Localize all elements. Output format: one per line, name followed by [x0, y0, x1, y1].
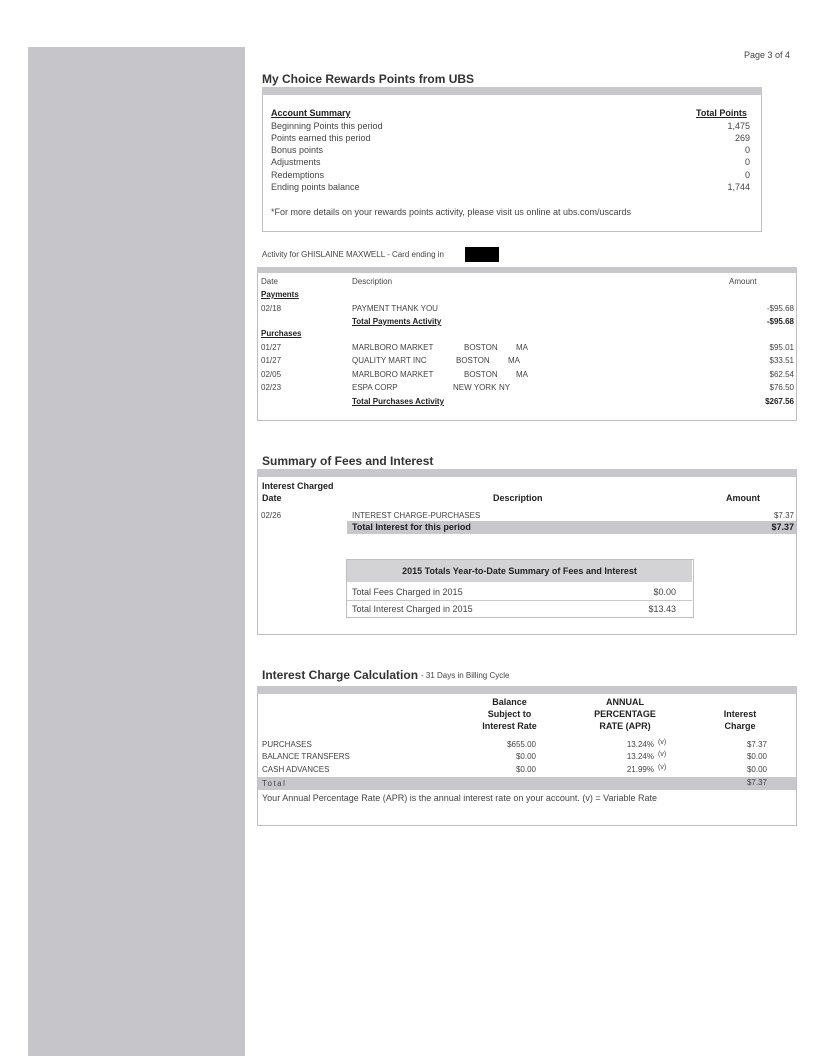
interest-total: $7.37: [771, 522, 794, 532]
rewards-row-label: Redemptions: [271, 170, 325, 180]
balance-header-line: Interest Rate: [482, 721, 537, 731]
calc-note: Your Annual Percentage Rate (APR) is the annual interest rate on your account. (v) = Variable Rate: [262, 793, 657, 803]
apr-header-line: PERCENTAGE: [594, 709, 656, 719]
rewards-title: My Choice Rewards Points from UBS: [262, 72, 475, 86]
rewards-row-label: Bonus points: [271, 145, 324, 155]
calc-row-type: CASH ADVANCES: [262, 765, 330, 774]
rewards-row-label: Adjustments: [271, 157, 321, 167]
account-summary-heading: Account Summary: [271, 108, 351, 118]
purchases-heading: Purchases: [261, 329, 302, 338]
calc-row-charge: $7.37: [746, 740, 767, 749]
activity-description-header: Description: [352, 277, 393, 286]
calc-row-charge: $0.00: [746, 765, 767, 774]
calc-header-bar: [257, 686, 797, 694]
rewards-row-value: 0: [744, 157, 750, 167]
calc-row-balance: $655.00: [507, 740, 536, 749]
purchases-total: $267.56: [765, 397, 794, 406]
calc-row-charge: $0.00: [746, 752, 767, 761]
left-sidebar: [28, 47, 245, 1056]
activity-date-header: Date: [261, 277, 278, 286]
balance-header-line: Balance: [492, 697, 527, 707]
calc-row-apr: 13.24%: [626, 752, 654, 761]
purchase-merchant: MARLBORO MARKET: [352, 343, 434, 352]
purchase-city: BOSTON: [464, 370, 498, 379]
ytd-row-label: Total Interest Charged in 2015: [352, 604, 473, 614]
calc-row-type: BALANCE TRANSFERS: [262, 752, 350, 761]
calc-row-type: PURCHASES: [262, 740, 312, 749]
fees-header-bar: [257, 469, 797, 477]
calc-row-flag: (v): [658, 751, 667, 758]
ytd-row-label: Total Fees Charged in 2015: [352, 587, 463, 597]
redacted-card-number: [465, 247, 499, 262]
activity-amount-header: Amount: [729, 277, 757, 286]
rewards-row-value: 1,475: [727, 121, 750, 131]
interest-description: INTEREST CHARGE-PURCHASES: [352, 511, 481, 520]
activity-label: Activity for GHISLAINE MAXWELL - Card ending in: [262, 250, 444, 259]
purchase-date: 01/27: [261, 356, 282, 365]
rewards-row-value: 269: [734, 133, 750, 143]
rewards-row-value: 0: [744, 170, 750, 180]
calc-row-flag: (v): [658, 739, 667, 746]
purchase-state: MA: [516, 370, 528, 379]
rewards-row-label: Beginning Points this period: [271, 121, 383, 131]
total-points-heading: Total Points: [696, 108, 747, 118]
calc-row-balance: $0.00: [515, 765, 536, 774]
payment-date: 02/18: [261, 304, 282, 313]
rewards-row-label: Points earned this period: [271, 133, 371, 143]
apr-header-line: ANNUAL: [606, 697, 644, 707]
purchase-amount: $95.01: [769, 343, 794, 352]
payment-amount: -$95.68: [766, 304, 794, 313]
interest-date: 02/26: [261, 511, 282, 520]
interest-charged-heading: Interest Charged: [262, 481, 334, 491]
payment-description: PAYMENT THANK YOU: [352, 304, 438, 313]
calc-row-balance: $0.00: [515, 752, 536, 761]
purchase-city: BOSTON: [456, 356, 490, 365]
purchase-state: NY: [499, 383, 511, 392]
purchases-total-label: Total Purchases Activity: [352, 397, 445, 406]
page-number: Page 3 of 4: [744, 50, 791, 60]
balance-header-line: Subject to: [487, 709, 532, 719]
interest-total-label: Total Interest for this period: [352, 522, 471, 532]
fees-amount-heading: Amount: [726, 493, 760, 503]
payments-total: -$95.68: [766, 317, 794, 326]
purchase-merchant: MARLBORO MARKET: [352, 370, 434, 379]
fees-title: Summary of Fees and Interest: [262, 454, 434, 468]
charge-header-line: Charge: [724, 721, 756, 731]
purchase-state: MA: [516, 343, 528, 352]
fees-date-heading: Date: [262, 493, 282, 503]
purchase-merchant: ESPA CORP: [352, 383, 398, 392]
rewards-row-value: 0: [744, 145, 750, 155]
purchase-city: NEW YORK: [453, 383, 497, 392]
rewards-header-bar: [262, 87, 762, 95]
ytd-row-value: $0.00: [653, 587, 676, 597]
ytd-title: 2015 Totals Year-to-Date Summary of Fees and Interest: [402, 566, 637, 576]
calc-total: $7.37: [746, 778, 767, 787]
ytd-divider: [347, 600, 692, 601]
purchase-merchant: QUALITY MART INC: [352, 356, 427, 365]
calc-row-apr: 21.99%: [626, 765, 654, 774]
purchase-state: MA: [508, 356, 520, 365]
calc-row-apr: 13.24%: [626, 740, 654, 749]
interest-amount: $7.37: [773, 511, 794, 520]
rewards-note: *For more details on your rewards points activity, please visit us online at ubs.com/uscards: [271, 207, 631, 217]
calc-subtitle: - 31 Days in Billing Cycle: [421, 671, 510, 680]
purchase-amount: $76.50: [769, 383, 794, 392]
calc-row-flag: (v): [658, 764, 667, 771]
purchase-amount: $62.54: [769, 370, 794, 379]
purchase-amount: $33.51: [769, 356, 794, 365]
purchase-city: BOSTON: [464, 343, 498, 352]
rewards-row-value: 1,744: [727, 182, 750, 192]
rewards-row-label: Ending points balance: [271, 182, 360, 192]
purchase-date: 02/23: [261, 383, 282, 392]
charge-header-line: Interest: [723, 709, 757, 719]
calc-title: Interest Charge Calculation: [262, 668, 419, 682]
purchase-date: 02/05: [261, 370, 282, 379]
purchase-date: 01/27: [261, 343, 282, 352]
fees-description-heading: Description: [493, 493, 543, 503]
apr-header-line: RATE (APR): [599, 721, 651, 731]
payments-heading: Payments: [261, 290, 299, 299]
calc-total-label: Total: [262, 779, 287, 788]
ytd-row-value: $13.43: [648, 604, 676, 614]
payments-total-label: Total Payments Activity: [352, 317, 442, 326]
